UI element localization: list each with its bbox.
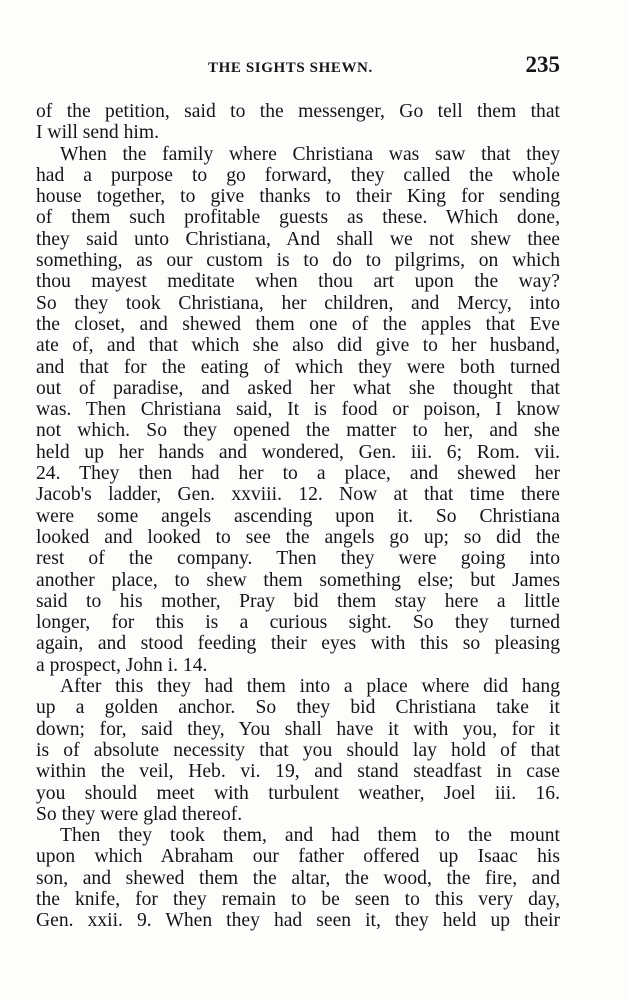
text-line: of the petition, said to the messenger, Go tell them that — [36, 101, 560, 122]
text-line: a prospect, John i. 14. — [36, 654, 208, 676]
text-line: you should meet with turbulent weather, Joel iii. 16. — [36, 782, 560, 804]
text-line: down; for, said they, You shall have it with you, for it — [36, 718, 560, 740]
text-line: After this they had them into a place where did hang — [60, 676, 560, 698]
text-line: Then they took them, and had them to the mount — [60, 825, 560, 847]
page-number: 235 — [525, 52, 560, 77]
text-line: within the veil, Heb. vi. 19, and stand steadfast in case — [36, 761, 560, 783]
text-line: had a purpose to go forward, they called the whole — [36, 164, 560, 186]
text-line: is of absolute necessity that you should lay hold of that — [36, 739, 560, 761]
text-line: the knife, for they remain to be seen to this very day, — [36, 888, 560, 910]
text-line: Jacob's ladder, Gen. xxviii. 12. Now at that time there — [36, 484, 560, 506]
text-line: something, as our custom is to do to pilgrims, on which — [36, 250, 560, 272]
page-header — [60, 52, 560, 82]
body-text — [36, 101, 560, 932]
text-line: So they took Christiana, her children, and Mercy, into — [36, 292, 560, 314]
text-line: were some angels ascending upon it. So Christiana — [36, 505, 560, 527]
text-line: was. Then Christiana said, It is food or poison, I know — [36, 399, 560, 421]
text-line: up a golden anchor. So they bid Christiana take it — [36, 697, 560, 719]
text-line: the closet, and shewed them one of the apples that Eve — [36, 313, 560, 335]
text-line: Gen. xxii. 9. When they had seen it, they held up their — [36, 910, 560, 932]
text-line: ate of, and that which she also did give to her husband, — [36, 335, 560, 357]
text-line: I will send him. — [36, 122, 159, 144]
text-line: son, and shewed them the altar, the wood, the fire, and — [36, 867, 560, 889]
running-title: THE SIGHTS SHEWN. — [208, 60, 373, 76]
text-line: they said unto Christiana, And shall we not shew thee — [36, 228, 560, 250]
text-line: longer, for this is a curious sight. So they turned — [36, 612, 560, 634]
text-line: When the family where Christiana was saw that they — [60, 143, 560, 165]
text-line: house together, to give thanks to their King for sending — [36, 186, 560, 208]
text-line: So they were glad thereof. — [36, 803, 243, 825]
text-line: upon which Abraham our father offered up Isaac his — [36, 846, 560, 868]
text-line: of them such profitable guests as these. Which done, — [36, 207, 560, 229]
text-line: said to his mother, Pray bid them stay here a little — [36, 590, 560, 612]
text-line: rest of the company. Then they were going into — [36, 548, 560, 570]
text-line: thou mayest meditate when thou art upon the way? — [36, 271, 560, 293]
text-line: held up her hands and wondered, Gen. iii. 6; Rom. vii. — [36, 441, 560, 463]
text-line: out of paradise, and asked her what she thought that — [36, 377, 560, 399]
text-line: looked and looked to see the angels go up; so did the — [36, 526, 560, 548]
text-line: again, and stood feeding their eyes with this so pleasing — [36, 633, 560, 655]
text-line: and that for the eating of which they were both turned — [36, 356, 560, 378]
text-line: another place, to shew them something else; but James — [36, 569, 560, 591]
text-line: 24. They then had her to a place, and shewed her — [36, 463, 560, 485]
text-line: not which. So they opened the matter to her, and she — [36, 420, 560, 442]
